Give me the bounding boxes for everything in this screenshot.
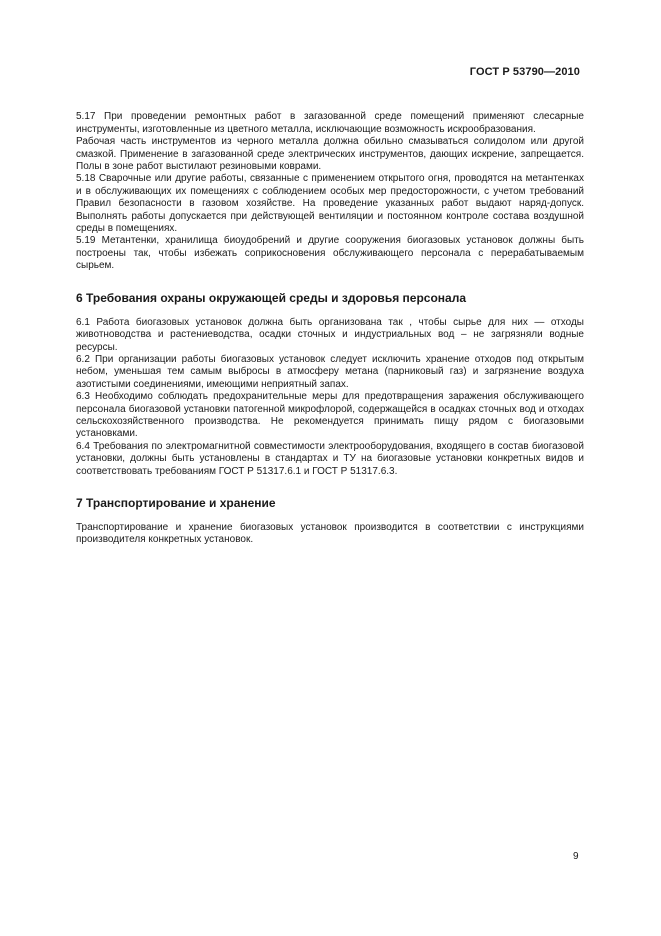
paragraph-6-4: 6.4 Требования по электромагнитной совместимости электрооборудования, входящего в состав биогазовой установки, должны быть установлены в стандартах и ТУ на биогазовые установки конкретных видов и соответствовать требованиям ГОСТ Р 51317.6.1 и ГОСТ Р 51317.6.3.: [76, 440, 584, 477]
paragraph-5-17-continued: Рабочая часть инструментов из черного металла должна обильно смазываться солидолом или другой смазкой. Применение в загазованной среде электрических инструментов, дающих искрение, запрещается. Полы в зоне работ выстилают резиновыми коврами.: [76, 136, 584, 173]
paragraph-6-1: 6.1 Работа биогазовых установок должна быть организована так , чтобы сырье для них — отходы животноводства и растениеводства, осадки сточных и индустриальных вод – не загрязняли водные ресурсы.: [76, 316, 584, 353]
paragraph-5-17-text: 5.17 При проведении ремонтных работ в загазованной среде помещений применяют слесарные инструменты, изготовленные из цветного металла, исключающие возможность искрообразования.: [76, 111, 584, 135]
paragraph-5-19: 5.19 Метантенки, хранилища биоудобрений и другие сооружения биогазовых установок должны быть построены так, чтобы избежать соприкосновения обслуживающего персонала с перерабатываемым сырьем.: [76, 235, 584, 272]
page-number: 9: [573, 851, 579, 862]
paragraph-5-18: 5.18 Сварочные или другие работы, связанные с применением открытого огня, проводятся на метантенках и в обслуживающих их помещениях с соблюдением особых мер предосторожности, с учетом требований Правил безопасности в газовом хозяйстве. На проведение указанных работ выдают наряд-допуск. Выполнять работы допускается при действующей вентиляции и постоянном контроле состава воздушной среды в помещениях.: [76, 173, 584, 235]
paragraph-5-17: [76, 99, 584, 136]
paragraph-6-3: 6.3 Необходимо соблюдать предохранительные меры для предотвращения заражения обслуживающего персонала биогазовой установки патогенной микрофлорой, содержащейся в осадках сточных вод и отходах сельскохозяйственного производства. Не рекомендуется принимать пищу рядом с биогазовыми установками.: [76, 391, 584, 440]
document-code-header: ГОСТ Р 53790—2010: [469, 66, 580, 78]
section-7-title: 7 Транспортирование и хранение: [76, 495, 276, 510]
paragraph-6-2: 6.2 При организации работы биогазовых установок следует исключить хранение отходов под открытым небом, уменьшая тем самым выбросы в атмосферу метана (парниковый газ) и загрязнение воздуха азотистыми соединениями, имеющими неприятный запах.: [76, 353, 584, 390]
document-body: [76, 99, 584, 547]
paragraph-7-1: Транспортирование и хранение биогазовых установок производится в соответствии с инструкциями производителя конкретных установок.: [76, 521, 584, 546]
section-6-title: 6 Требования охраны окружающей среды и здоровья персонала: [76, 290, 466, 305]
